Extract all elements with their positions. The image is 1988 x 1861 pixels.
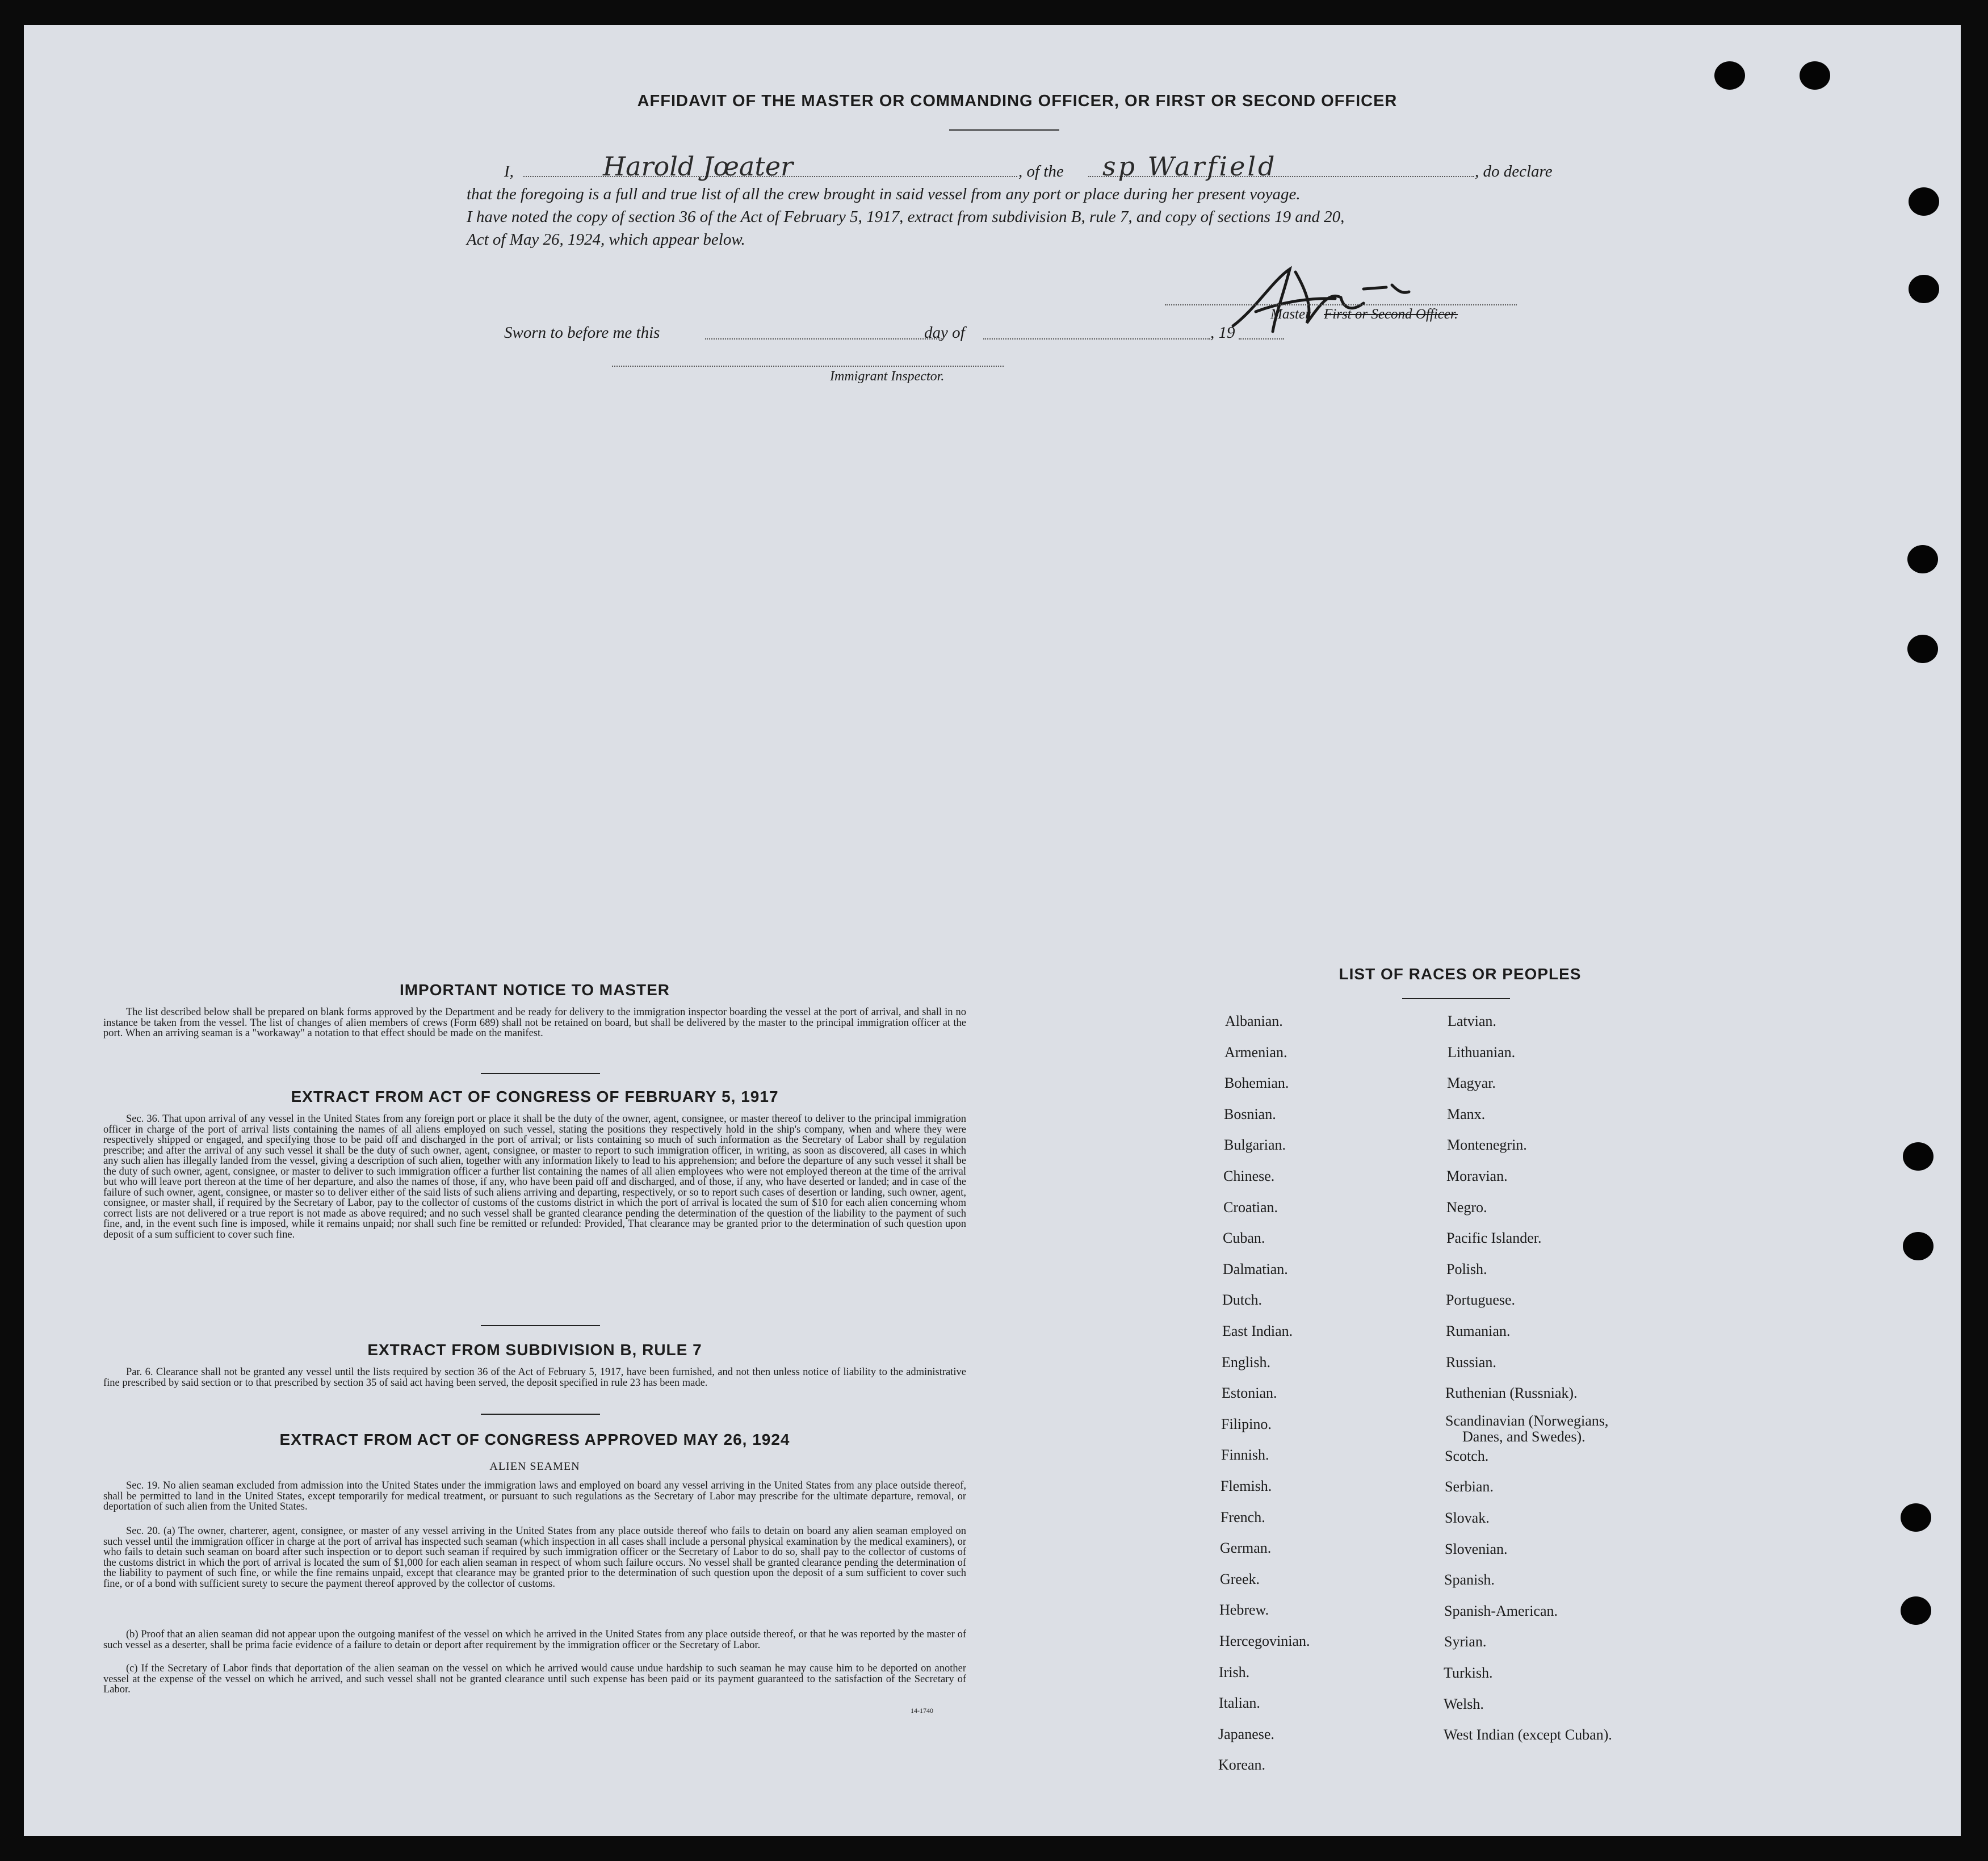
section-divider [481, 1073, 600, 1074]
race-item: Italian. [1219, 1695, 1260, 1711]
race-item: Slovenian. [1445, 1541, 1508, 1557]
sworn-text: Sworn to before me this [504, 324, 660, 342]
section-divider [481, 1325, 600, 1326]
form-number: 14-1740 [911, 1707, 933, 1715]
of-the-text: , of the [1018, 162, 1064, 181]
race-item: Croatian. [1223, 1199, 1278, 1215]
race-item: Spanish-American. [1444, 1603, 1558, 1619]
affidavit-line-3: I have noted the copy of section 36 of the Act of February 5, 1917, extract from subdivision B, rule 7, and copy of sections 19 and 20, [467, 208, 1345, 226]
race-item: Moravian. [1446, 1168, 1508, 1184]
race-item: Manx. [1447, 1106, 1486, 1122]
rule7-body: Par. 6. Clearance shall not be granted any vessel until the lists required by section 36 of the Act of February 5, 1917, have been furnished, and not then unless notice of liability to the administrative fine prescribed by said section or to that prescribed by section 35 of said act having been served, the deposit specified in rule 23 has been made. [103, 1367, 966, 1389]
race-item: Scandinavian (Norwegians, [1445, 1412, 1609, 1429]
sworn-month-line [983, 338, 1210, 339]
race-item: Latvian. [1448, 1013, 1496, 1029]
race-item: Hebrew. [1219, 1602, 1269, 1618]
sec20b-text: (b) Proof that an alien seaman did not appear upon the outgoing manifest of the vessel on which he arrived in the United States from any place outside thereof, or that he was reported by the master of such vessel as a deserter, shall be prima facie evidence of a failure to detain or deport after requirement by the immigration officer or the Secretary of Labor. [103, 1629, 966, 1651]
race-item: Cuban. [1223, 1230, 1265, 1246]
master-label: Master [1270, 307, 1311, 322]
race-item: Lithuanian. [1448, 1044, 1516, 1061]
race-item: Estonian. [1222, 1385, 1277, 1401]
race-item: Turkish. [1444, 1665, 1493, 1681]
race-item: Hercegovinian. [1219, 1633, 1310, 1649]
extract-1917-body: Sec. 36. That upon arrival of any vessel in the United States from any foreign port or place it shall be the duty of the owner, agent, consignee, or master thereof to deliver to the principal immigration officer in charge of the port of arrival lists containing the names of all aliens employed on such vessel, stating the positions they respectively hold in the ship's company, when and where they were respectively shipped or engaged, and specifying those to be paid off and discharged in the port of arrival; or lists containing so much of such information as the Secretary of Labor shall by regulation prescribe; and after the arrival of any such vessel it shall be the duty of such owner, agent, consignee, or master to report to such immigration officer, in writing, as soon as discovered, all cases in which any such alien has illegally landed from the vessel, giving a description of such alien, together with any information likely to lead to his apprehension; and before the departure of any such vessel it shall be the duty of such owner, agent, consignee, or master to deliver to such immigration officer a further list containing the names of all alien employees who were not employed thereon at the time of the arrival but who will leave port thereon at the time of her departure, and also the names of those, if any, who have been paid off and discharged, and of those, if any, who have deserted or landed; and in case of the failure of such owner, agent, consignee, or master so to deliver either of the said lists of such aliens arriving and departing, respectively, or so to report such cases of desertion or landing, such owner, agent, consignee, or master shall, if required by the Secretary of Labor, pay to the collector of customs of the customs district in which the port of arrival is located the sum of $10 for each alien concerning whom correct lists are not delivered or a true report is not made as above required; and no such vessel shall be granted clearance pending the determination of the question of the liability to the payment of such fine, and, in the event such fine is imposed, while it remains unpaid; nor shall such fine be remitted or refunded: Provided, That clearance may be granted prior to the determination of such question upon deposit of a sum sufficient to cover such fine. [103, 1113, 966, 1240]
race-item: West Indian (except Cuban). [1444, 1726, 1612, 1743]
punch-hole [1907, 545, 1938, 573]
day-of-text: day of [924, 324, 965, 342]
vessel-name: sp Warfield [1102, 151, 1277, 182]
race-item: Bosnian. [1224, 1106, 1276, 1122]
race-item: English. [1222, 1354, 1270, 1370]
affidavit-line-2: that the foregoing is a full and true list of all the crew brought in said vessel from any port or place during her present voyage. [467, 185, 1301, 203]
sec20c-text: (c) If the Secretary of Labor finds that deportation of the alien seaman on the vessel on which he arrived would cause undue hardship to such seaman he may cause him to be deported on another vessel at the expense of the vessel on which he arrived, and such vessel shall not be granted clearance until such expense has been paid or its payment guaranteed to the satisfaction of the Secretary of Labor. [103, 1663, 966, 1695]
race-item: French. [1221, 1509, 1265, 1525]
punch-hole [1907, 635, 1938, 663]
race-item: Magyar. [1447, 1075, 1496, 1091]
race-item: Montenegrin. [1447, 1137, 1527, 1153]
punch-hole [1903, 1232, 1934, 1260]
punch-hole [1903, 1142, 1934, 1171]
race-item: Russian. [1446, 1354, 1496, 1370]
officer-name: Harold Jœater [603, 151, 794, 182]
race-item: Slovak. [1445, 1510, 1490, 1526]
race-item: Serbian. [1445, 1478, 1494, 1495]
race-item: Irish. [1219, 1664, 1250, 1680]
race-item: Spanish. [1444, 1571, 1495, 1588]
race-item: Polish. [1446, 1261, 1487, 1277]
race-item: Welsh. [1444, 1696, 1484, 1712]
extract-1924-subtitle: ALIEN SEAMEN [489, 1460, 580, 1473]
race-item: Bohemian. [1224, 1075, 1289, 1091]
master-signature [1222, 258, 1460, 337]
notice-title: IMPORTANT NOTICE TO MASTER [399, 981, 670, 999]
punch-hole [1901, 1596, 1931, 1625]
inspector-line [612, 366, 1004, 367]
race-item: Scotch. [1445, 1448, 1489, 1464]
inspector-label: Immigrant Inspector. [830, 369, 945, 384]
race-item: Syrian. [1444, 1633, 1487, 1650]
document-page [24, 25, 1961, 1836]
race-item: Albanian. [1225, 1013, 1283, 1029]
notice-body: The list described below shall be prepared on blank forms approved by the Department and be ready for delivery to the immigration inspector boarding the vessel at the port of arrival, and shall in no instance be taken from the vessel. The list of changes of alien members of crews (Form 689) shall not be retained on board, but shall be delivered by the master to the principal immigration officer at the port. When an arriving seaman is a "workaway" a notation to that effect should be made on the manifest. [103, 1007, 966, 1039]
affidavit-title: AFFIDAVIT OF THE MASTER OR COMMANDING OFFICER, OR FIRST OR SECOND OFFICER [637, 92, 1398, 110]
affidavit-line-4: Act of May 26, 1924, which appear below. [467, 230, 745, 249]
races-title: LIST OF RACES OR PEOPLES [1339, 965, 1582, 983]
section-divider [481, 1414, 600, 1415]
race-item: Filipino. [1221, 1416, 1272, 1432]
punch-hole [1909, 187, 1939, 216]
race-item: Portuguese. [1446, 1292, 1516, 1308]
race-item: German. [1220, 1540, 1272, 1556]
race-item: Rumanian. [1446, 1323, 1511, 1339]
sec19-text: Sec. 19. No alien seaman excluded from admission into the United States under the immigration laws and employed on board any vessel arriving in the United States from any place outside thereof, shall be permitted to land in the United States, except temporarily for medical treatment, or pursuant to such regulations as the Secretary of Labor may prescribe for the ultimate departure, removal, or deportation of such alien from the United States. [103, 1480, 966, 1512]
sworn-year-line [1239, 338, 1284, 339]
title-divider [949, 129, 1059, 131]
race-item: Dutch. [1222, 1292, 1263, 1308]
affidavit-i: I, [504, 162, 514, 181]
punch-hole [1901, 1503, 1931, 1532]
race-item: Pacific Islander. [1446, 1230, 1542, 1246]
race-item: Flemish. [1221, 1478, 1272, 1494]
race-item: Korean. [1218, 1757, 1266, 1773]
extract-1924-title: EXTRACT FROM ACT OF CONGRESS APPROVED MAY 26, 1924 [279, 1431, 790, 1448]
race-item: Armenian. [1224, 1044, 1287, 1061]
sworn-day-line [705, 338, 943, 339]
race-item: Japanese. [1218, 1726, 1274, 1742]
race-item: Negro. [1446, 1199, 1487, 1215]
races-divider [1402, 998, 1510, 999]
year-text: , 19 [1210, 324, 1235, 342]
race-item: Dalmatian. [1223, 1261, 1288, 1277]
do-declare-text: , do declare [1475, 162, 1553, 181]
punch-hole [1714, 61, 1745, 90]
punch-hole [1800, 61, 1830, 90]
rule7-title: EXTRACT FROM SUBDIVISION B, RULE 7 [367, 1341, 702, 1359]
race-item: East Indian. [1222, 1323, 1293, 1339]
signature-line [1165, 304, 1517, 305]
race-item: Bulgarian. [1224, 1137, 1286, 1153]
race-item: Greek. [1220, 1571, 1260, 1587]
race-item: Finnish. [1221, 1447, 1269, 1463]
race-item: Ruthenian (Russniak). [1445, 1385, 1578, 1401]
sec20a-text: Sec. 20. (a) The owner, charterer, agent, consignee, or master of any vessel arriving in the United States from any place outside thereof who fails to detain on board any alien seaman employed on such vessel until the immigration officer in charge at the port of arrival has inspected such seaman (which inspection in all cases shall include a personal physical examination by the medical examiners), or who fails to detain such seaman on board after such inspection or to deport such seaman if required by such immigration officer or the Secretary of Labor to do so, shall pay to the collector of customs of the customs district in which the port of arrival is located the sum of $1,000 for each alien seaman in respect of whom such failure occurs. No vessel shall be granted clearance pending the determination of the liability to payment of such fine, or while the fine remains unpaid, except that clearance may be granted prior to the determination of such question upon the deposit of a sum sufficient to cover such fine, or of a bond with sufficient surety to secure the payment thereof approved by the collector of customs. [103, 1525, 966, 1590]
officer-label-struck: First or Second Officer. [1324, 307, 1458, 322]
punch-hole [1909, 275, 1939, 303]
race-item: Danes, and Swedes). [1462, 1428, 1586, 1445]
race-item: Chinese. [1223, 1168, 1275, 1184]
extract-1917-title: EXTRACT FROM ACT OF CONGRESS OF FEBRUARY 5, 1917 [291, 1088, 779, 1105]
